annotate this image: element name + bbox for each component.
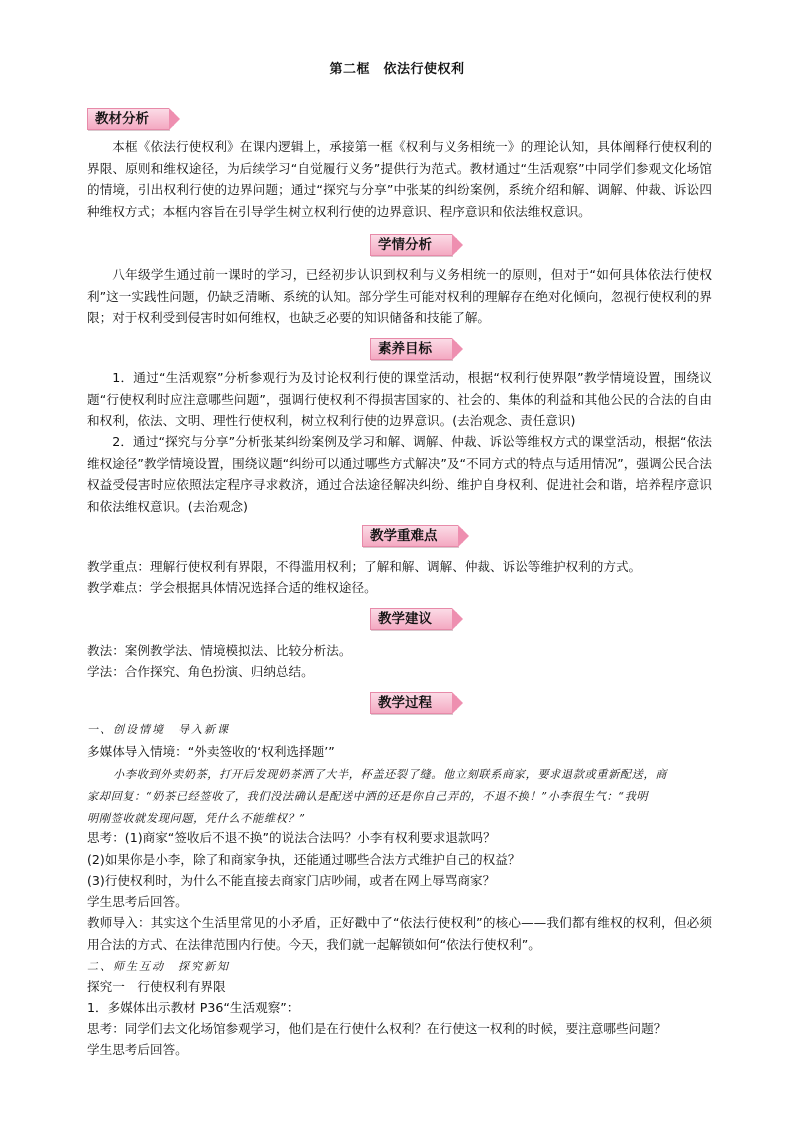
section-heading: 教材分析 bbox=[87, 108, 169, 130]
teacher-lead-in: 教师导入：其实这个生活里常见的小矛盾，正好戳中了“依法行使权利”的核心——我们都有维权的权利，但必须用合法的方式、在法律范围内行使。今天，我们就一起解锁如何“依法行使权利”。 bbox=[87, 915, 712, 952]
step-1: 1．多媒体出示教材 P36“生活观察”： bbox=[87, 1000, 300, 1015]
intro-scenario: 多媒体导入情境：“外卖签收的‘权利选择题’” bbox=[87, 744, 335, 759]
section-heading: 素养目标 bbox=[370, 338, 452, 360]
section-banner-process bbox=[370, 692, 452, 714]
section-heading: 教学建议 bbox=[370, 608, 452, 630]
section-banner-material bbox=[87, 108, 169, 130]
story-line-1: 小李收到外卖奶茶，打开后发现奶茶洒了大半，杯盖还裂了缝。他立刻联系商家，要求退款或重新配送，商 bbox=[113, 768, 668, 781]
student-answer-note: 学生思考后回答。 bbox=[87, 894, 188, 909]
goal-item-1: 1．通过“生活观察”分析参观行为及讨论权利行使的课堂活动，根据“权利行使界限”教学情境设置，围绕议题“行使权利时应注意哪些问题”，强调行使权利不得损害国家的、社会的、集体的利益和其他公民的合法的自由和权利，依法、文明、理性行使权利，树立权利行使的边界意识。(去治观念、责任意识) bbox=[87, 370, 712, 428]
section-heading: 教学重难点 bbox=[362, 525, 458, 547]
students-paragraph: 八年级学生通过前一课时的学习，已经初步认识到权利与义务相统一的原则，但对于“如何具体依法行使权利”这一实践性问题，仍缺乏清晰、系统的认知。部分学生可能对权利的理解存在绝对化倾向，忽视行使权利的界限；对于权利受到侵害时如何维权，也缺乏必要的知识储备和技能了解。 bbox=[87, 267, 712, 325]
section-heading: 学情分析 bbox=[370, 234, 452, 256]
story-line-2: 家却回复：“奶茶已经签收了，我们没法确认是配送中洒的还是你自己弄的，不退不换！”小李很生气：“我明 bbox=[87, 790, 649, 803]
question-1: 思考：(1)商家“签收后不退不换”的说法合法吗？小李有权利要求退款吗？ bbox=[87, 830, 496, 845]
section-banner-keypoints bbox=[362, 525, 458, 547]
explore-1-title: 探究一 行使权利有界限 bbox=[87, 979, 226, 994]
section-banner-students bbox=[370, 234, 452, 256]
goal-item-2: 2．通过“探究与分享”分析张某纠纷案例及学习和解、调解、仲裁、诉讼等维权方式的课堂活动，根据“依法维权途径”教学情境设置，围绕议题“纠纷可以通过哪些方式解决”及“不同方式的特点与适用情况”，强调公民合法权益受侵害时应依照法定程序寻求救济，通过合法途径解决纠纷、维护自身权利、促进社会和谐，培养程序意识和依法维权意识。(去治观念) bbox=[87, 434, 712, 514]
student-answer-note-2: 学生思考后回答。 bbox=[87, 1042, 188, 1057]
part1-title: 一、创设情境 导入新课 bbox=[87, 723, 230, 736]
section-banner-advice bbox=[370, 608, 452, 630]
explore-question: 思考：同学们去文化场馆参观学习，他们是在行使什么权利？在行使这一权利的时候，要注意哪些问题？ bbox=[87, 1021, 667, 1036]
part2-title: 二、师生互动 探究新知 bbox=[87, 960, 230, 973]
question-3: (3)行使权利时，为什么不能直接去商家门店吵闹，或者在网上辱骂商家？ bbox=[87, 873, 496, 888]
story-line-3: 明刚签收就发现问题，凭什么不能维权？” bbox=[87, 812, 306, 825]
teaching-method: 教法：案例教学法、情境模拟法、比较分析法。 bbox=[87, 643, 352, 658]
teaching-focus: 教学重点：理解行使权利有界限，不得滥用权利；了解和解、调解、仲裁、诉讼等维护权利的方式。 bbox=[87, 559, 642, 574]
section-heading: 教学过程 bbox=[370, 692, 452, 714]
question-2: (2)如果你是小李，除了和商家争执，还能通过哪些合法方式维护自己的权益？ bbox=[87, 852, 521, 867]
teaching-difficulty: 教学难点：学会根据具体情况选择合适的维权途径。 bbox=[87, 580, 377, 595]
page-title: 第二框 依法行使权利 bbox=[329, 62, 465, 77]
learning-method: 学法：合作探究、角色扮演、归纳总结。 bbox=[87, 664, 314, 679]
material-paragraph: 本框《依法行使权利》在课内逻辑上，承接第一框《权利与义务相统一》的理论认知，具体阐释行使权利的界限、原则和维权途径，为后续学习“自觉履行义务”提供行为范式。教材通过“生活观察”中同学们参观文化场馆的情境，引出权利行使的边界问题；通过“探究与分享”中张某的纠纷案例，系统介绍和解、调解、仲裁、诉讼四种维权方式；本框内容旨在引导学生树立权利行使的边界意识、程序意识和依法维权意识。 bbox=[87, 139, 712, 219]
section-banner-goals bbox=[370, 338, 452, 360]
